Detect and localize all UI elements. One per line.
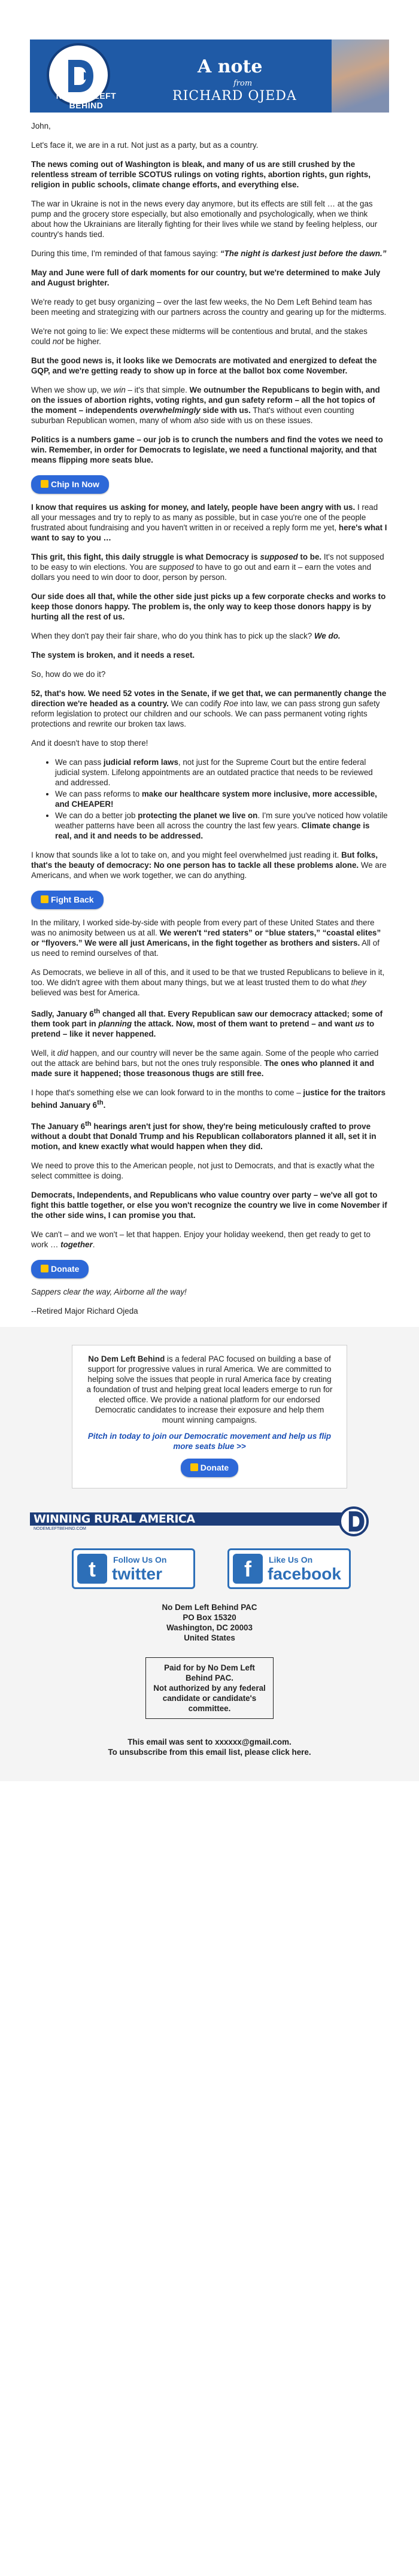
paragraph: We're not going to lie: We expect these midterms will be contentious and brutal, and the stakes could not be higher. <box>31 327 368 346</box>
paragraph: The news coming out of Washington is bleak, and many of us are still crushed by the relentless stream of terrible SCOTUS rulings on voting rights, abortion rights, gun rights, religion in public schools, climate change efforts, and everything else. <box>31 160 371 189</box>
paragraph: Our side does all that, while the other side just picks up a few corporate checks and works to keep those donors happy. The problem is, the only way to keep those donors happy is by hurting all the rest of us. <box>31 592 386 621</box>
paragraph: When we show up, we win – it's that simple. We outnumber the Republicans to begin with, and on the issues of abortion rights, voting rights, and gun safety reform – all the hot topics of the moment – independents overwhelmingly side with us. That's without even counting suburban Republican women, many of whom also side with us on these issues. <box>31 385 380 425</box>
paragraph: The January 6th hearings aren't just for show, they're being meticulously crafted to prove without a doubt that Donald Trump and his Republican collaborators planned it all, set it in motion, and knew exactly what would happen when they did. <box>31 1120 377 1152</box>
about-section <box>0 1327 419 1781</box>
donate-button[interactable]: Donate <box>31 1260 89 1278</box>
paragraph: During this time, I'm reminded of that famous saying: “The night is darkest just before the dawn.” <box>31 249 387 258</box>
paragraph: Sappers clear the way, Airborne all the way! <box>31 1287 187 1297</box>
donate-hand-icon <box>41 480 48 488</box>
list-item: • We can pass judicial reform laws, not just for the Supreme Court but the entire federal judicial system. Lifelong appointments are an outdated practice that needs to be reviewed and addressed. <box>55 757 388 788</box>
paragraph: In the military, I worked side-by-side with people from every part of these United States and there was no animosity between us at all. We weren't “red staters” or “blue staters,” “coastal elites” or “flyovers.” We were all just Americans, in the fight together as brothers and sisters. All of us need to remind ourselves of that. <box>31 918 381 958</box>
d-logo-icon <box>339 1506 369 1536</box>
join-link[interactable]: Pitch in today to join our Democratic movement and help us flip more seats blue >> <box>87 1432 332 1451</box>
paid-for-disclaimer: Paid for by No Dem Left Behind PAC. Not authorized by any federal candidate or candidate's committee. <box>145 1657 274 1719</box>
fight-back-button[interactable]: Fight Back <box>31 891 104 909</box>
d-logo-icon <box>66 57 95 95</box>
author-name: RICHARD OJEDA <box>172 89 297 104</box>
paragraph: This grit, this fight, this daily struggle is what Democracy is supposed to be. It's not supposed to be easy to win elections. You are supposed to have to go out and earn it – earn the votes and dollars you need to win door to door, person by person. <box>31 552 384 582</box>
wra-title: WINNING RURAL AMERICA <box>30 1512 345 1526</box>
author-photo <box>332 40 389 113</box>
winning-rural-america-logo <box>30 1510 389 1534</box>
twitter-icon: t <box>77 1554 107 1584</box>
twitter-button[interactable]: t Follow Us On twitter <box>72 1548 195 1589</box>
unsubscribe-link[interactable]: To unsubscribe from this email list, please click here. <box>108 1748 311 1757</box>
facebook-icon: f <box>233 1554 263 1584</box>
letter-body <box>30 121 389 1316</box>
paragraph: I know that requires us asking for money, and lately, people have been angry with us. I read all your messages and try to reply to as many as possible, but in case you're one of the people frustrated about fundraising and you haven't written in or received a reply form me yet, here's what I want to say to you … <box>31 503 387 542</box>
facebook-button[interactable]: f Like Us On facebook <box>227 1548 351 1589</box>
paragraph: We need to prove this to the American people, not just to Democrats, and that is exactly what the select committee is doing. <box>31 1161 375 1181</box>
paragraph: The system is broken, and it needs a reset. <box>31 651 195 660</box>
note-title: A note <box>198 56 263 77</box>
note-from: from <box>233 79 253 88</box>
paragraph: I know that sounds like a lot to take on, and you might feel overwhelmed just reading it. But folks, that's the beauty of democracy: No one person has to tackle all these problems alone. We are Americans, and when we work together, we can do anything. <box>31 850 387 880</box>
paragraph: As Democrats, we believe in all of this, and it used to be that we trusted Republicans to believe in it, too. We didn't agree with them about many things, but we at least trusted them to do what they believed was best for America. <box>31 968 385 997</box>
sent-to: This email was sent to xxxxxx@gmail.com. <box>127 1737 292 1747</box>
paragraph: May and June were full of dark moments for our country, but we're determined to make July and August brighter. <box>31 268 381 287</box>
wra-sub: NODEMLEFTBEHIND.COM <box>34 1527 86 1532</box>
email-body <box>30 40 389 1316</box>
header-banner <box>30 40 389 113</box>
about-box <box>72 1345 347 1489</box>
paragraph: I hope that's something else we can look forward to in the months to come – justice for the traitors behind January 6th. <box>31 1088 386 1110</box>
mailing-address: No Dem Left Behind PAC PO Box 15320 Washington, DC 20003 United States <box>162 1603 257 1643</box>
paragraph: Sadly, January 6th changed all that. Every Republican saw our democracy attacked; some of them took part in planning the attack. Now, most of them want to pretend – and want us to pretend – like it never happened. <box>31 1008 383 1039</box>
chip-in-button[interactable]: Chip In Now <box>31 475 109 494</box>
brand-name: NO DEM LEFT BEHIND <box>56 91 117 110</box>
paragraph: Democrats, Independents, and Republicans who value country over party – we've all got to fight this battle together, or else you won't recognize the country we live in come November if the other side wins, I can promise you that. <box>31 1190 387 1220</box>
paragraph: Let's face it, we are in a rut. Not just as a party, but as a country. <box>31 141 259 150</box>
paragraph: So, how do we do it? <box>31 670 106 679</box>
signature: --Retired Major Richard Ojeda <box>31 1307 138 1316</box>
paragraph: We can't – and we won't – let that happen. Enjoy your holiday weekend, then get ready to get to work … together. <box>31 1230 371 1250</box>
about-donate-button[interactable]: Donate <box>181 1459 238 1477</box>
paragraph: And it doesn't have to stop there! <box>31 739 148 748</box>
donate-hand-icon <box>41 1265 48 1272</box>
list-item: • We can pass reforms to make our healthcare system more inclusive, more accessible, and CHEAPER! <box>55 789 388 809</box>
paragraph: 52, that's how. We need 52 votes in the Senate, if we get that, we can permanently change the direction we're headed as a country. We can codify Roe into law, we can pass strong gun safety reform legislation to protect our children and our schools. We can pass permanent voting rights protections and rewrite our broken tax laws. <box>31 689 387 728</box>
paragraph: The war in Ukraine is not in the news every day anymore, but its effects are still felt … at the gas pump and the grocery store especially, but also emotionally and psychologically, when we think about how the Ukrainians are literally fighting for their lives while we stand by feeling helpless, our country's hands tied. <box>31 199 378 239</box>
paragraph: We're ready to get busy organizing – over the last few weeks, the No Dem Left Behind team has been meeting and strategizing with our partners across the country and gearing up for the midterms. <box>31 297 387 317</box>
paragraph: When they don't pay their fair share, who do you think has to pick up the slack? We do. <box>31 631 341 640</box>
footer <box>0 1737 419 1757</box>
donate-hand-icon <box>190 1463 198 1471</box>
donate-hand-icon <box>41 895 48 903</box>
list-item: • We can do a better job protecting the planet we live on. I'm sure you've noticed how volatile weather patterns have been all across the country the last few years. Climate change is real, and it and needs to be addressed. <box>55 810 388 841</box>
about-text: No Dem Left Behind is a federal PAC focused on building a base of support for progressive values in rural America. We are committed to helping solve the issues that people in rural America face by creating a foundation of trust and helping great local leaders emerge to run for elected office. We provide a national platform for our endorsed Democratic candidates to increase their exposure and help them mount winning campaigns. <box>86 1354 333 1425</box>
paragraph: But the good news is, it looks like we Democrats are motivated and energized to defeat the GQP, and we're getting ready to show up in force at the ballot box come November. <box>31 356 377 375</box>
social-links <box>30 1548 389 1590</box>
reform-list <box>31 757 388 841</box>
paragraph: Well, it did happen, and our country will never be the same again. Some of the people who carried out the attack are behind bars, but not the ones truly responsible. The ones who planned it and made sure it happened; those treasonous thugs are still free. <box>31 1049 379 1079</box>
greeting: John, <box>31 121 51 130</box>
paragraph: Politics is a numbers game – our job is to crunch the numbers and find the votes we need to win. Remember, in order for Democrats to legislate, we need a functional majority, and that means flipping more seats blue. <box>31 435 383 464</box>
